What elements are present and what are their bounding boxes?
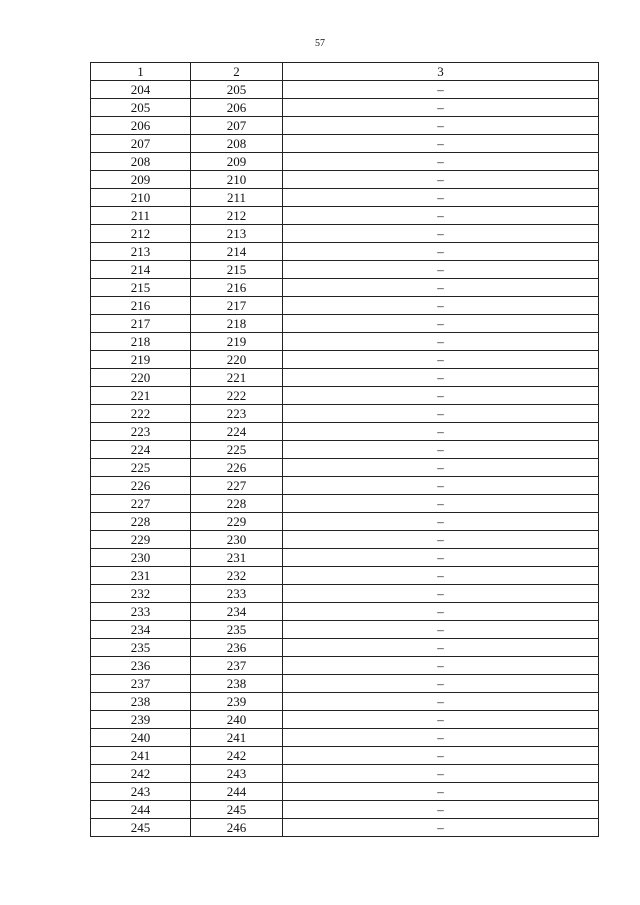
table-cell-col-3: – [283,477,599,495]
table-row [91,513,599,531]
table-cell-col-2: 212 [191,207,283,225]
table-row [91,405,599,423]
table-cell-col-1: 236 [91,657,191,675]
table-cell-col-3: – [283,567,599,585]
column-header-1: 1 [91,63,191,81]
table-cell-col-1: 225 [91,459,191,477]
table-row [91,99,599,117]
table-cell-col-3: – [283,495,599,513]
table-cell-col-3: – [283,711,599,729]
table-row [91,423,599,441]
table-cell-col-3: – [283,333,599,351]
table-cell-col-1: 237 [91,675,191,693]
table-cell-col-3: – [283,441,599,459]
table-row [91,297,599,315]
table-cell-col-1: 204 [91,81,191,99]
table-cell-col-2: 210 [191,171,283,189]
table-row [91,441,599,459]
table-cell-col-3: – [283,513,599,531]
table-cell-col-2: 211 [191,189,283,207]
table-cell-col-3: – [283,747,599,765]
table-cell-col-3: – [283,405,599,423]
header-row [91,63,599,81]
table-cell-col-2: 240 [191,711,283,729]
column-header-2: 2 [191,63,283,81]
table-cell-col-2: 208 [191,135,283,153]
table-cell-col-3: – [283,621,599,639]
table-cell-col-1: 233 [91,603,191,621]
table-cell-col-2: 234 [191,603,283,621]
table-cell-col-1: 217 [91,315,191,333]
table-cell-col-2: 206 [191,99,283,117]
table-cell-col-2: 217 [191,297,283,315]
table-row [91,387,599,405]
table-cell-col-2: 242 [191,747,283,765]
table-cell-col-3: – [283,153,599,171]
table-cell-col-3: – [283,315,599,333]
table-row [91,657,599,675]
table-cell-col-1: 240 [91,729,191,747]
table-cell-col-3: – [283,549,599,567]
table-cell-col-2: 243 [191,765,283,783]
table-cell-col-2: 230 [191,531,283,549]
table-cell-col-2: 236 [191,639,283,657]
table-row [91,549,599,567]
table-cell-col-3: – [283,261,599,279]
table-row [91,747,599,765]
table-cell-col-2: 225 [191,441,283,459]
table-cell-col-1: 223 [91,423,191,441]
table-cell-col-3: – [283,423,599,441]
table-cell-col-1: 205 [91,99,191,117]
table-cell-col-1: 227 [91,495,191,513]
table-cell-col-3: – [283,819,599,837]
table-cell-col-2: 229 [191,513,283,531]
table-row [91,459,599,477]
table-cell-col-2: 238 [191,675,283,693]
table-cell-col-1: 208 [91,153,191,171]
table-cell-col-1: 232 [91,585,191,603]
table-row [91,207,599,225]
table-cell-col-1: 212 [91,225,191,243]
table-cell-col-3: – [283,801,599,819]
table-cell-col-3: – [283,459,599,477]
table-row [91,531,599,549]
table-cell-col-2: 244 [191,783,283,801]
table-row [91,819,599,837]
table-cell-col-2: 207 [191,117,283,135]
table-cell-col-2: 209 [191,153,283,171]
table-row [91,639,599,657]
table-cell-col-3: – [283,99,599,117]
table-cell-col-3: – [283,207,599,225]
table-cell-col-1: 213 [91,243,191,261]
table-row [91,801,599,819]
table-cell-col-1: 210 [91,189,191,207]
table-cell-col-3: – [283,369,599,387]
table-cell-col-2: 205 [191,81,283,99]
table-cell-col-1: 231 [91,567,191,585]
table-cell-col-2: 214 [191,243,283,261]
table-cell-col-2: 220 [191,351,283,369]
table-cell-col-2: 231 [191,549,283,567]
table-row [91,171,599,189]
table-row [91,135,599,153]
table-cell-col-1: 235 [91,639,191,657]
table-cell-col-3: – [283,297,599,315]
table-cell-col-1: 226 [91,477,191,495]
table-cell-col-1: 234 [91,621,191,639]
table-cell-col-2: 239 [191,693,283,711]
table-row [91,315,599,333]
table-cell-col-1: 216 [91,297,191,315]
table-cell-col-1: 224 [91,441,191,459]
table-cell-col-3: – [283,603,599,621]
table-row [91,567,599,585]
table-row [91,369,599,387]
table-cell-col-1: 245 [91,819,191,837]
table-cell-col-1: 228 [91,513,191,531]
table-cell-col-3: – [283,657,599,675]
table-cell-col-1: 214 [91,261,191,279]
table-cell-col-3: – [283,585,599,603]
table-cell-col-1: 215 [91,279,191,297]
table-cell-col-1: 219 [91,351,191,369]
table-cell-col-3: – [283,783,599,801]
table-cell-col-3: – [283,729,599,747]
table-cell-col-3: – [283,765,599,783]
table-cell-col-1: 238 [91,693,191,711]
table-cell-col-2: 215 [191,261,283,279]
table-row [91,153,599,171]
table-cell-col-2: 223 [191,405,283,423]
table-cell-col-2: 218 [191,315,283,333]
table-cell-col-2: 246 [191,819,283,837]
table-cell-col-3: – [283,135,599,153]
table-cell-col-2: 213 [191,225,283,243]
table-cell-col-1: 220 [91,369,191,387]
table-cell-col-3: – [283,675,599,693]
table-row [91,333,599,351]
table-cell-col-3: – [283,171,599,189]
table-cell-col-3: – [283,387,599,405]
table-cell-col-1: 207 [91,135,191,153]
table-cell-col-3: – [283,531,599,549]
table-cell-col-1: 244 [91,801,191,819]
table-row [91,783,599,801]
table-row [91,495,599,513]
table-cell-col-2: 224 [191,423,283,441]
table-cell-col-3: – [283,351,599,369]
table-row [91,693,599,711]
table-row [91,261,599,279]
table-cell-col-2: 232 [191,567,283,585]
table-cell-col-1: 239 [91,711,191,729]
table-cell-col-1: 209 [91,171,191,189]
page-number: 57 [315,38,325,49]
table-row [91,621,599,639]
table-cell-col-2: 241 [191,729,283,747]
table-cell-col-2: 216 [191,279,283,297]
table-cell-col-2: 233 [191,585,283,603]
table-row [91,765,599,783]
table-row [91,477,599,495]
table-cell-col-1: 229 [91,531,191,549]
data-table [90,62,599,837]
table-cell-col-1: 241 [91,747,191,765]
table-header [91,63,599,81]
table-cell-col-2: 226 [191,459,283,477]
table-cell-col-3: – [283,243,599,261]
table-cell-col-1: 206 [91,117,191,135]
table-cell-col-2: 219 [191,333,283,351]
table-row [91,225,599,243]
table-cell-col-3: – [283,639,599,657]
table-cell-col-1: 230 [91,549,191,567]
table-cell-col-1: 221 [91,387,191,405]
table-row [91,243,599,261]
table-cell-col-3: – [283,81,599,99]
table-cell-col-2: 245 [191,801,283,819]
table-cell-col-2: 227 [191,477,283,495]
table-cell-col-2: 228 [191,495,283,513]
table-row [91,189,599,207]
table-cell-col-3: – [283,225,599,243]
table-row [91,675,599,693]
table-cell-col-1: 243 [91,783,191,801]
table-body [91,81,599,837]
table-cell-col-3: – [283,279,599,297]
table-cell-col-2: 235 [191,621,283,639]
column-header-3: 3 [283,63,599,81]
table-row [91,279,599,297]
table-cell-col-1: 218 [91,333,191,351]
table-row [91,351,599,369]
table-row [91,729,599,747]
table-cell-col-3: – [283,117,599,135]
table-row [91,603,599,621]
table-cell-col-3: – [283,189,599,207]
table-cell-col-3: – [283,693,599,711]
table-cell-col-1: 242 [91,765,191,783]
table-row [91,585,599,603]
table-cell-col-1: 222 [91,405,191,423]
table-cell-col-2: 221 [191,369,283,387]
table-row [91,81,599,99]
table-row [91,711,599,729]
table-row [91,117,599,135]
table-cell-col-2: 237 [191,657,283,675]
table-cell-col-1: 211 [91,207,191,225]
table-cell-col-2: 222 [191,387,283,405]
